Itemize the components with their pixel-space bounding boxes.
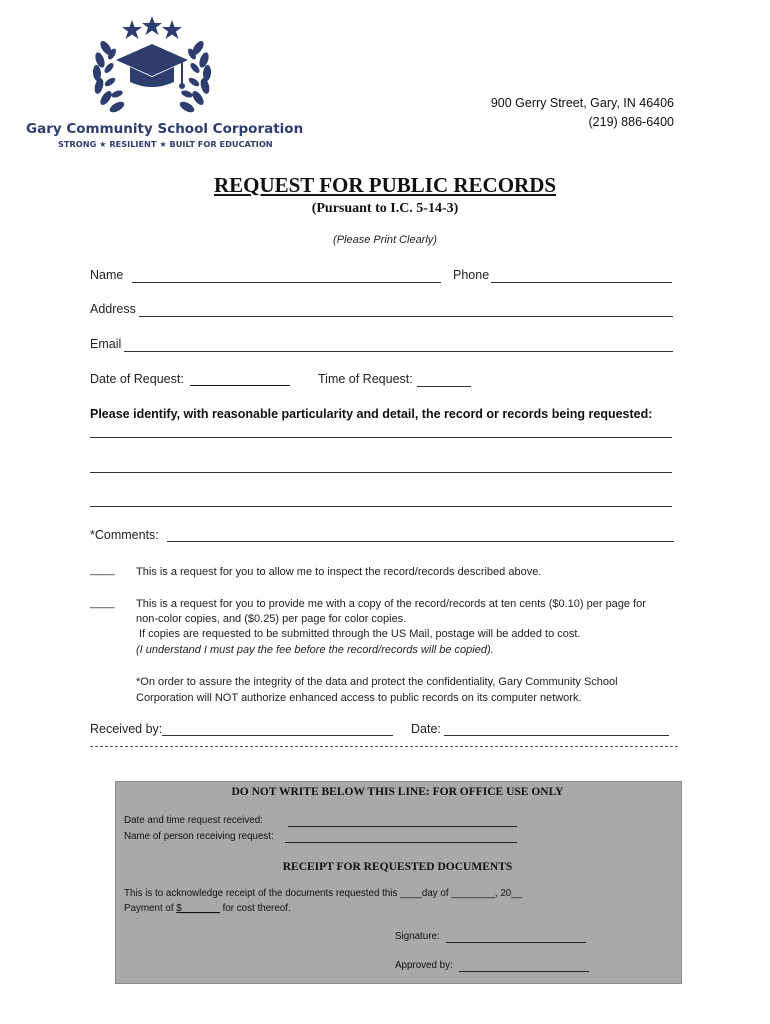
graduation-cap-laurel-icon [22, 14, 292, 119]
copy-option-text: non-color copies, and ($0.25) per page for color copies. [136, 613, 407, 625]
approved-by-label: Approved by: [395, 960, 453, 971]
phone-label: Phone [453, 268, 490, 282]
records-line[interactable] [90, 506, 672, 507]
copy-checkbox-blank[interactable]: ____ [90, 597, 115, 609]
comments-label: *Comments: [90, 528, 159, 542]
mail-postage-note: If copies are requested to be submitted through the US Mail, postage will be added to cost. [139, 628, 581, 640]
email-field[interactable] [124, 351, 673, 352]
copy-option-text: This is a request for you to provide me with a copy of the record/records at ten cents ($0.10) per page for [136, 598, 646, 610]
approved-by-field[interactable] [459, 971, 589, 972]
print-clearly-note: (Please Print Clearly) [333, 234, 437, 246]
integrity-note: Corporation will NOT authorize enhanced access to public records on its computer network. [136, 692, 582, 704]
phone-line: (219) 886-6400 [588, 115, 674, 129]
signature-field[interactable] [446, 942, 586, 943]
org-name: Gary Community School Corporation [26, 121, 304, 137]
name-label: Name [90, 268, 124, 282]
payment-amount[interactable]: $_______ [176, 903, 220, 914]
inspect-option-text: This is a request for you to allow me to inspect the record/records described above. [136, 566, 542, 578]
date-field[interactable] [190, 385, 290, 386]
fee-acknowledgement: (I understand I must pay the fee before the record/records will be copied). [136, 644, 494, 656]
org-tagline: STRONG ★ RESILIENT ★ BUILT FOR EDUCATION [58, 139, 273, 149]
form-title: REQUEST FOR PUBLIC RECORDS [213, 173, 557, 197]
date-label: Date of Request: [90, 372, 184, 386]
time-field[interactable] [417, 386, 471, 387]
acknowledge-text: This is to acknowledge receipt of the documents requested this ____day of ________, 20__ [124, 888, 523, 899]
name-field[interactable] [132, 282, 441, 283]
received-date-label: Date: [411, 722, 441, 736]
form-subtitle: (Pursuant to I.C. 5-14-3) [311, 201, 459, 216]
payment-line [124, 903, 291, 914]
inspect-checkbox-blank[interactable]: ____ [90, 564, 115, 576]
cut-line-divider [90, 746, 678, 747]
address-line: 900 Gerry Street, Gary, IN 46406 [490, 96, 674, 110]
person-receiving-label: Name of person receiving request: [124, 831, 274, 842]
phone-field[interactable] [491, 282, 672, 283]
date-received-label: Date and time request received: [124, 815, 263, 826]
records-line[interactable] [90, 437, 672, 438]
time-label: Time of Request: [318, 372, 413, 386]
signature-label: Signature: [395, 931, 440, 942]
received-by-field[interactable] [162, 735, 393, 736]
date-received-field[interactable] [288, 826, 517, 827]
identify-records-prompt: Please identify, with reasonable particularity and detail, the record or records being requested: [90, 407, 653, 421]
office-use-box [115, 781, 682, 984]
records-line[interactable] [90, 472, 672, 473]
received-by-label: Received by: [90, 722, 163, 736]
address-label: Address [90, 302, 136, 316]
integrity-note: *On order to assure the integrity of the data and protect the confidentiality, Gary Community School [136, 676, 618, 688]
payment-prefix: Payment of [124, 903, 177, 914]
received-date-field[interactable] [444, 735, 669, 736]
office-use-heading: DO NOT WRITE BELOW THIS LINE: FOR OFFICE USE ONLY [231, 786, 564, 798]
receipt-heading: RECEIPT FOR REQUESTED DOCUMENTS [282, 861, 513, 873]
payment-suffix: for cost thereof. [219, 903, 291, 914]
person-receiving-field[interactable] [285, 842, 517, 843]
comments-field[interactable] [167, 541, 674, 542]
address-field[interactable] [139, 316, 673, 317]
email-label: Email [90, 337, 122, 351]
